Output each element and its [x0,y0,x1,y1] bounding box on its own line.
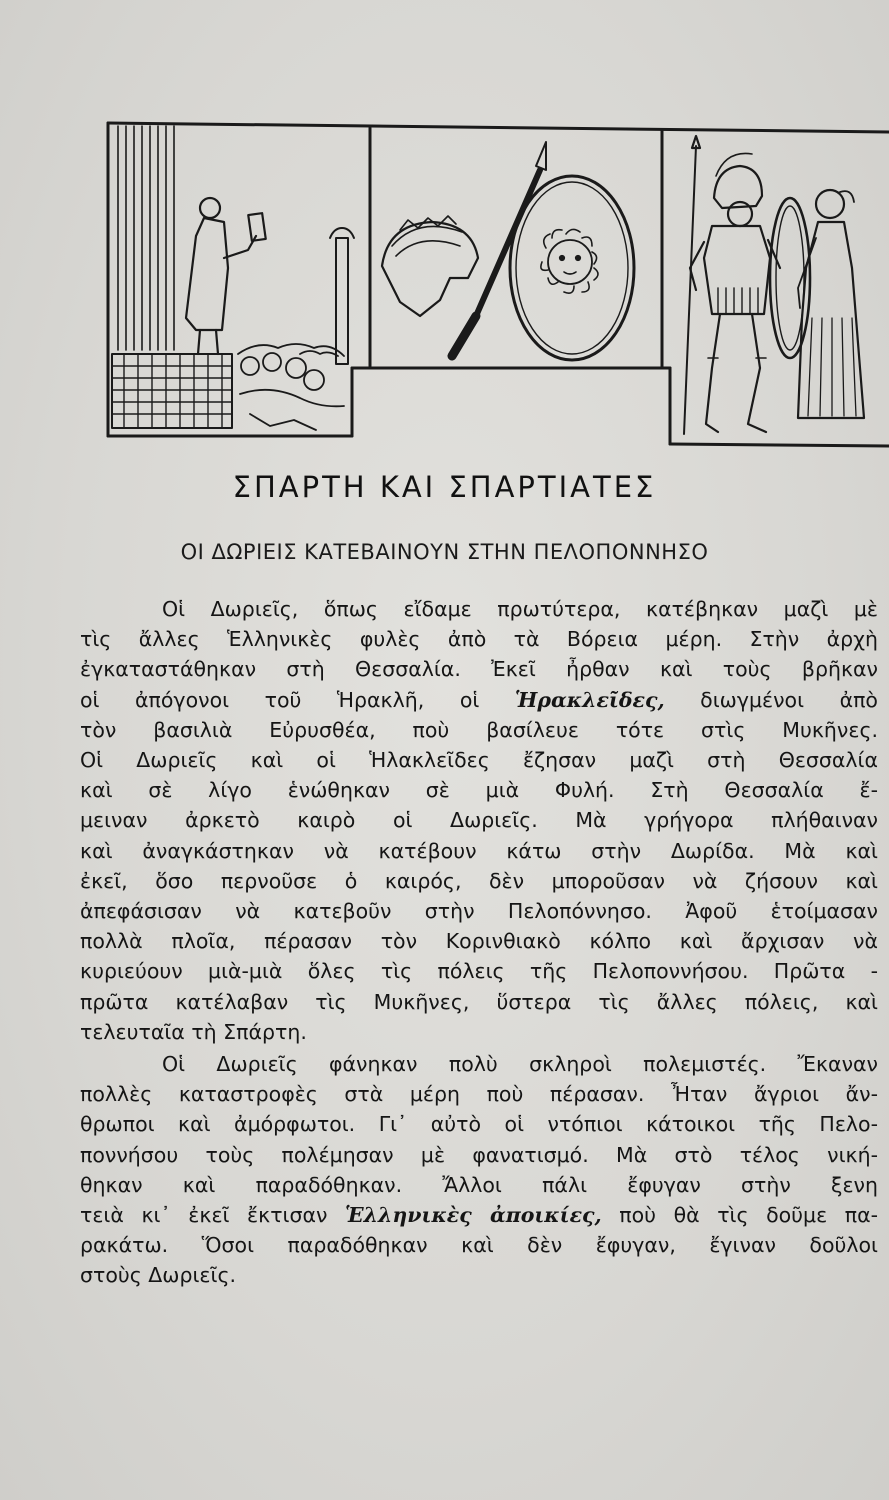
header-illustration [100,118,889,458]
text-line: Οἱ Δωριεῖς, ὅπως εἴδαμε πρωτύτερα, κατέβηκαν μαζὶ μὲ [162,597,878,621]
text-line [80,685,878,715]
text-line: καὶ ἀναγκάστηκαν νὰ κατέβουν κάτω στὴν Δωρίδα. Μὰ καὶ [80,838,878,863]
emphasized-term: Ἡρακλεῖδες, [514,687,665,712]
text-segment: διωγμένοι ἀπὸ [700,687,878,712]
emphasized-term: Ἑλληνικὲς ἀποικίες, [345,1203,602,1228]
text-line: θρωποι καὶ ἀμόρφωτοι. Γι᾽ αὐτὸ οἱ ντόπιοι κάτοικοι τῆς Πελο- [80,1112,878,1137]
text-line: ἀπεφάσισαν νὰ κατεβοῦν στὴν Πελοπόννησο. Ἀφοῦ ἑτοίμασαν [80,899,878,924]
text-line [80,1200,878,1230]
text-line: ποννήσου τοὺς πολέμησαν μὲ φανατισμό. Μὰ στὸ τέλος νική- [80,1142,878,1167]
text-line: πολλὲς καταστροφὲς στὰ μέρη ποὺ πέρασαν. Ἦταν ἄγριοι ἄν- [80,1082,878,1107]
body-text [80,594,878,1291]
panel-warrior-and-woman [684,136,864,434]
panel-speaker-scene [112,126,354,430]
text-segment: ποὺ θὰ τὶς δοῦμε πα- [619,1203,878,1228]
text-line: καὶ σὲ λίγο ἑνώθηκαν σὲ μιὰ Φυλή. Στὴ Θεσσαλία ἔ- [80,778,878,803]
text-line: ἐγκαταστάθηκαν στὴ Θεσσαλία. Ἐκεῖ ἦρθαν καὶ τοὺς βρῆκαν [80,657,878,682]
text-line: κυριεύουν μιὰ-μιὰ ὅλες τὶς πόλεις τῆς Πελοποννήσου. Πρῶτα - [80,959,878,984]
text-line: μειναν ἀρκετὸ καιρὸ οἱ Δωριεῖς. Μὰ γρήγορα πλήθαιναν [80,808,878,833]
paragraph-1 [80,594,878,1047]
text-line: ρακάτω. Ὅσοι παραδόθηκαν καὶ δὲν ἔφυγαν, ἔγιναν δοῦλοι [80,1233,878,1258]
text-line: στοὺς Δωριεῖς. [80,1263,236,1288]
panel-helmet-spear-shield [382,142,634,360]
illustration-frame [108,123,889,446]
section-subtitle: ΟΙ ΔΩΡΙΕΙΣ ΚΑΤΕΒΑΙΝΟΥΝ ΣΤΗΝ ΠΕΛΟΠΟΝΝΗΣΟ [180,540,709,564]
text-line: τὸν βασιλιὰ Εὐρυσθέα, ποὺ βασίλευε τότε στὶς Μυκῆνες. [80,717,878,742]
text-line: τὶς ἄλλες Ἑλληνικὲς φυλὲς ἀπὸ τὰ Βόρεια μέρη. Στὴν ἀρχὴ [80,627,878,652]
text-line: θηκαν καὶ παραδόθηκαν. Ἄλλοι πάλι ἔφυγαν στὴν ξενη [80,1172,878,1197]
text-line: πρῶτα κατέλαβαν τὶς Μυκῆνες, ὕστερα τὶς ἄλλες πόλεις, καὶ [80,989,878,1014]
text-segment: τειὰ κι᾽ ἐκεῖ ἔκτισαν [80,1203,328,1228]
text-segment: οἱ ἀπόγονοι τοῦ Ἡρακλῆ, οἱ [80,687,480,712]
chapter-title: ΣΠΑΡΤΗ ΚΑΙ ΣΠΑΡΤΙΑΤΕΣ [232,470,657,504]
text-line: ἐκεῖ, ὅσο περνοῦσε ὁ καιρός, δὲν μποροῦσαν νὰ ζήσουν καὶ [80,868,878,893]
text-line: Οἱ Δωριεῖς φάνηκαν πολὺ σκληροὶ πολεμιστές. Ἔκαναν [162,1052,878,1077]
text-line: τελευταῖα τὴ Σπάρτη. [80,1019,307,1044]
text-line: Οἱ Δωριεῖς καὶ οἱ Ἡλακλεῖδες ἔζησαν μαζὶ στὴ Θεσσαλία [80,748,878,773]
text-line: πολλὰ πλοῖα, πέρασαν τὸν Κορινθιακὸ κόλπο καὶ ἄρχισαν νὰ [80,929,878,954]
paragraph-2 [80,1049,878,1291]
